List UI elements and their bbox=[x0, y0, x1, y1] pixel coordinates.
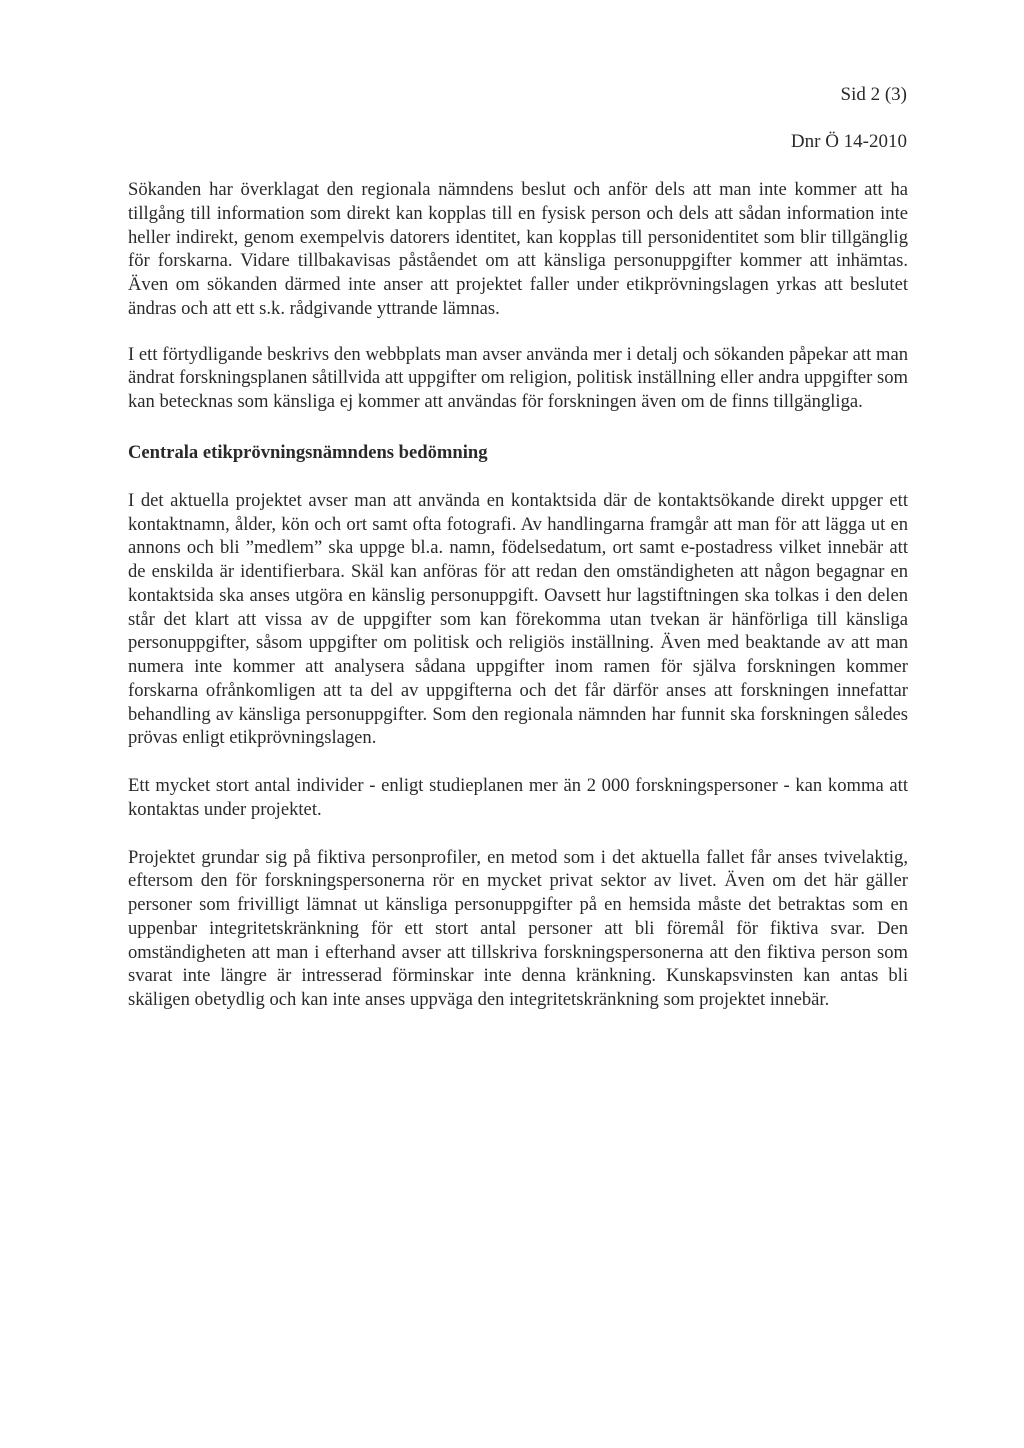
document-body bbox=[128, 178, 908, 1012]
paragraph-clarification: I ett förtydligande beskrivs den webbplats man avser använda mer i detalj och sökanden påpekar att man ändrat forskningsplanen såtillvida att uppgifter om religion, politisk inställning eller andra uppgifter som kan betecknas som känsliga ej kommer att användas för forskningen även om de finns tillgängliga. bbox=[128, 343, 908, 412]
paragraph-assessment: I det aktuella projektet avser man att använda en kontaktsida där de kontaktsökande direkt uppger ett kontaktnamn, ålder, kön och ort samt ofta fotografi. Av handlingarna framgår att man för att lägga ut en annons och bli ”medlem” ska uppge bl.a. namn, födelsedatum, ort samt e-postadress vilket innebär att de enskilda är identifierbara. Skäl kan anföras för att redan den omständigheten att någon begagnar en kontaktsida ska anses utgöra en känslig personuppgift. Oavsett hur lagstiftningen ska tolkas i den delen står det klart att vissa av de uppgifter som kan förekomma utan tvekan är hänförliga till känsliga personuppgifter, såsom uppgifter om politisk och religiös inställning. Även med beaktande av att man numera inte kommer att analysera sådana uppgifter inom ramen för själva forskningen kommer forskarna ofrånkomligen att ta del av uppgifterna och det får därför anses att forskningen innefattar behandling av känsliga personuppgifter. Som den regionala nämnden har funnit ska forskningen således prövas enligt etikprövningslagen. bbox=[128, 489, 908, 749]
page-number: Sid 2 (3) bbox=[840, 84, 907, 105]
paragraph-conclusion: Projektet grundar sig på fiktiva personprofiler, en metod som i det aktuella fallet får anses tvivelaktig, eftersom den för forskningspersonerna rör en mycket privat sektor av livet. Även om det här gäller personer som frivilligt lämnat ut känsliga personuppgifter på en hemsida måste det betraktas som en uppenbar integritetskränkning för ett stort antal personer att bli föremål för fiktiva svar. Den omständigheten att man i efterhand avser att tillskriva forskningspersonerna att den fiktiva person som svarat inte längre är intresserad förminskar inte denna kränkning. Kunskapsvinsten kan antas bli skäligen obetydlig och kan inte anses uppväga den integritetskränkning som projektet innebär. bbox=[128, 846, 908, 1010]
paragraph-appeal: Sökanden har överklagat den regionala nämndens beslut och anför dels att man inte kommer att ha tillgång till information som direkt kan kopplas till en fysisk person och dels att sådan information inte heller indirekt, genom exempelvis datorers identitet, kan kopplas till personidentitet som blir tillgänglig för forskarna. Vidare tillbakavisas påståendet om att känsliga personuppgifter kommer att inhämtas. Även om sökanden därmed inte anser att projektet faller under etikprövningslagen yrkas att beslutet ändras och att ett s.k. rådgivande yttrande lämnas. bbox=[128, 179, 908, 319]
document-reference-number: Dnr Ö 14-2010 bbox=[790, 131, 907, 152]
section-heading: Centrala etikprövningsnämndens bedömning bbox=[128, 441, 488, 463]
paragraph-participants: Ett mycket stort antal individer - enligt studieplanen mer än 2 000 forskningspersoner - kan komma att kontaktas under projektet. bbox=[128, 775, 908, 820]
